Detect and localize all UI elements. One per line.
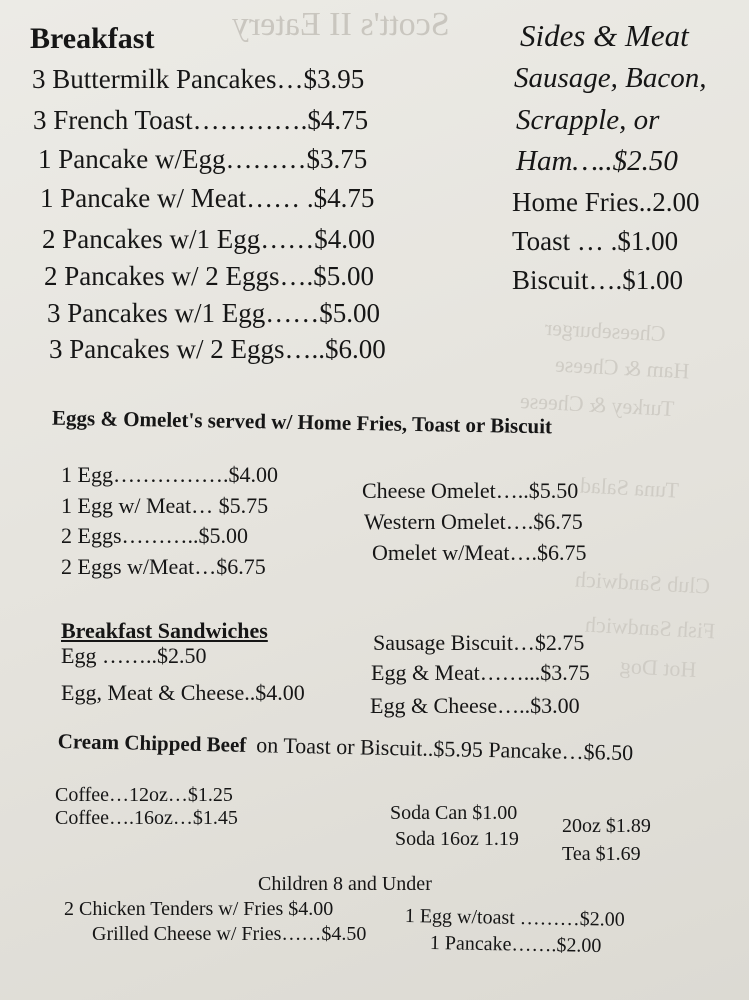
eggs-heading: Eggs & Omelet's served w/ Home Fries, Toast or Biscuit xyxy=(51,405,553,439)
sandwich-item: Egg ……..$2.50 xyxy=(61,643,207,668)
sides-title: Sides & Meat xyxy=(520,18,689,53)
breakfast-item: 1 Pancake w/ Meat…… .$4.75 xyxy=(40,183,375,213)
bleedthrough-line: Fish Sandwich xyxy=(584,611,716,644)
breakfast-title: Breakfast xyxy=(30,22,155,55)
breakfast-item: 1 Pancake w/Egg………$3.75 xyxy=(38,144,368,174)
sides-meat-price: Ham…..$2.50 xyxy=(516,145,678,177)
omelet-item: Western Omelet….$6.75 xyxy=(364,509,583,534)
tea-item: Tea $1.69 xyxy=(562,843,641,865)
soda-item: Soda Can $1.00 xyxy=(390,802,518,824)
sides-meat-line: Scrapple, or xyxy=(516,104,660,136)
children-item: 2 Chicken Tenders w/ Fries $4.00 xyxy=(64,898,334,920)
breakfast-item: 3 Pancakes w/1 Egg……$5.00 xyxy=(47,298,380,328)
bleedthrough-line: Ham & Cheese xyxy=(554,351,690,384)
chipped-beef-details: on Toast or Biscuit..$5.95 Pancake…$6.50 xyxy=(256,732,634,766)
sandwich-item: Egg & Meat……...$3.75 xyxy=(371,660,590,685)
bleedthrough-restaurant-name: Scott's II Eatery xyxy=(232,6,450,43)
omelet-item: Omelet w/Meat….$6.75 xyxy=(372,540,587,565)
egg-item: 1 Egg w/ Meat… $5.75 xyxy=(61,493,269,518)
sandwich-item: Sausage Biscuit…$2.75 xyxy=(373,630,585,655)
sides-meat-line: Sausage, Bacon, xyxy=(514,62,707,94)
egg-item: 2 Eggs………..$5.00 xyxy=(61,523,248,548)
omelet-item: Cheese Omelet…..$5.50 xyxy=(362,478,579,503)
breakfast-item: 2 Pancakes w/ 2 Eggs….$5.00 xyxy=(44,261,374,291)
soda-item: 20oz $1.89 xyxy=(562,815,651,837)
egg-item: 1 Egg…………….$4.00 xyxy=(61,462,278,487)
bleedthrough-line: Hot Dog xyxy=(619,653,698,682)
egg-item: 2 Eggs w/Meat…$6.75 xyxy=(61,554,266,579)
soda-item: Soda 16oz 1.19 xyxy=(395,828,519,850)
children-heading: Children 8 and Under xyxy=(258,873,432,895)
breakfast-item: 3 Pancakes w/ 2 Eggs…..$6.00 xyxy=(49,334,386,364)
sides-item: Toast … .$1.00 xyxy=(512,226,679,256)
sandwich-item: Egg, Meat & Cheese..$4.00 xyxy=(61,680,305,705)
chipped-beef-name: Cream Chipped Beef xyxy=(57,728,247,757)
breakfast-item: 3 Buttermilk Pancakes…$3.95 xyxy=(32,64,365,94)
bleedthrough-line: Tuna Salad xyxy=(579,472,680,503)
children-item: 1 Pancake…….$2.00 xyxy=(429,932,602,957)
bleedthrough-line: Club Sandwich xyxy=(574,566,711,599)
sides-item: Biscuit….$1.00 xyxy=(512,265,684,295)
sandwich-item: Egg & Cheese…..$3.00 xyxy=(370,693,580,718)
sides-item: Home Fries..2.00 xyxy=(512,187,700,217)
chipped-beef-line xyxy=(57,728,633,766)
coffee-item: Coffee….16oz…$1.45 xyxy=(55,807,238,829)
bleedthrough-line: Turkey & Cheese xyxy=(519,387,675,422)
children-item: Grilled Cheese w/ Fries……$4.50 xyxy=(92,923,367,945)
breakfast-item: 2 Pancakes w/1 Egg……$4.00 xyxy=(42,224,375,254)
sandwiches-title: Breakfast Sandwiches xyxy=(61,618,268,643)
breakfast-item: 3 French Toast………….$4.75 xyxy=(33,105,369,135)
children-item: 1 Egg w/toast ………$2.00 xyxy=(404,905,625,931)
bleedthrough-line: Cheeseburger xyxy=(544,314,667,347)
coffee-item: Coffee…12oz…$1.25 xyxy=(55,784,233,806)
